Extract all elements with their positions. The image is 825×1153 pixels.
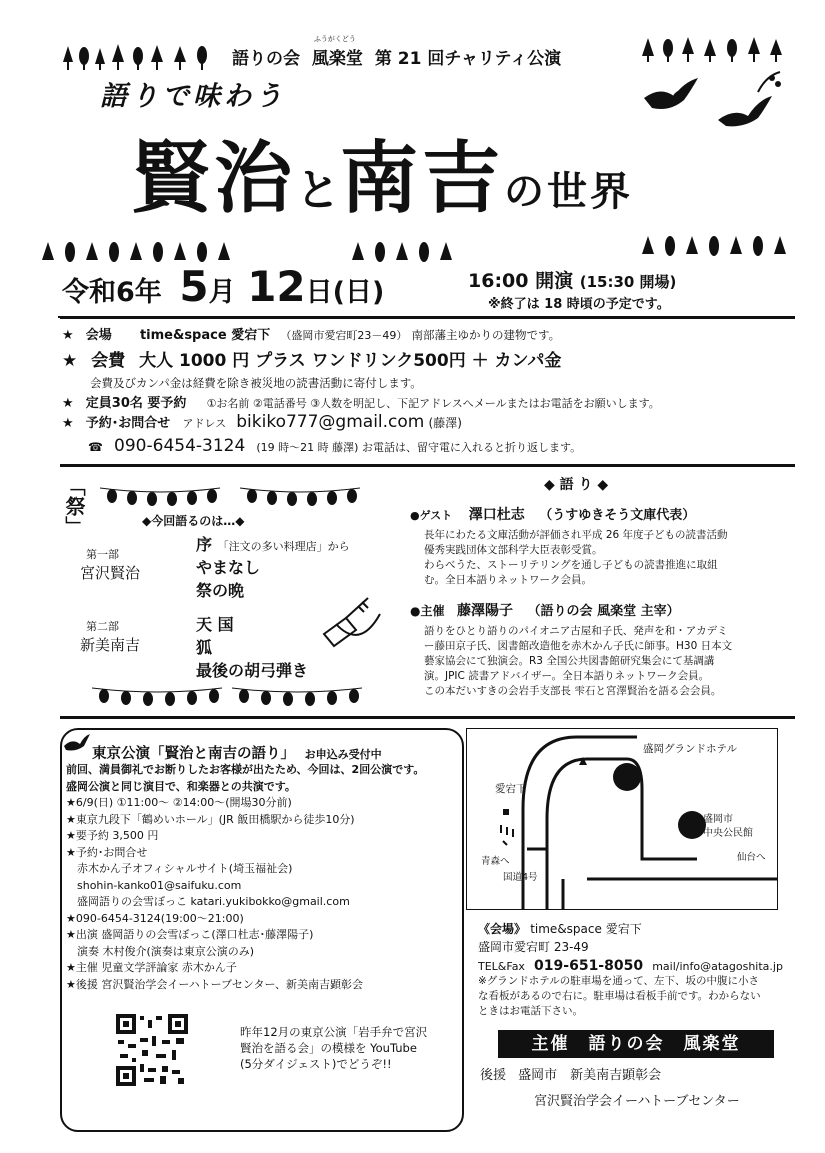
event-time: [468, 266, 676, 293]
divider-2: [60, 464, 795, 467]
event-date: [62, 262, 384, 311]
tokyo-line: 演奏 木村俊介(演奏は東京公演のみ): [66, 944, 255, 958]
guest-bio-line: わらべうた、ストーリテリングを通し子どもの読書推進に取組: [424, 559, 718, 571]
matsuri-label: 「祭」: [62, 476, 86, 536]
lanterns-bottom: [92, 684, 362, 712]
tokyo-line: ★出演 盛岡語りの会雪ぼっこ(澤口杜志･藤澤陽子): [66, 928, 314, 941]
lanterns-top: [100, 482, 360, 510]
map-label-atagoshita: 愛宕下: [495, 783, 527, 795]
tokyo-line: ★090-6454-3124(19:00～21:00): [66, 911, 244, 925]
kokyu-illustration: [316, 594, 386, 658]
organizer-banner: 主催 語りの会 風楽堂: [498, 1030, 774, 1058]
venue-mail[interactable]: mail/info@atagoshita.jp: [652, 960, 783, 973]
support-line-1: [480, 1064, 661, 1083]
tree-row-top-right: [640, 34, 790, 64]
divider-1: [60, 316, 795, 319]
tokyo-line: ★主催 児童文学評論家 赤木かん子: [66, 961, 237, 974]
contact-line: ★ 予約･お問合せ アドレス bikiko777@gmail.com (藤澤): [62, 412, 462, 432]
title-to: と: [296, 165, 341, 216]
part2-label: 第二部: [86, 620, 119, 633]
birds-illustration: [640, 68, 790, 130]
phone-note: (19 時～21 時 藤澤) お電話は、留守電に入れると折り返します。: [256, 441, 582, 454]
access-map: [466, 728, 778, 910]
trees-icon: [640, 232, 800, 262]
fee-line: ★ 会費 大人 1000 円 プラス ワンドリンク500円 ＋ カンパ金: [62, 351, 562, 371]
capacity-line: ★ 定員30名 要予約 ①お名前 ②電話番号 ③人数を明記し、下記アドレスへメールまたはお電話をお願いします。: [62, 396, 660, 411]
tokyo-title-line: [92, 742, 382, 763]
capacity-label: 定員30名 要予約: [85, 396, 187, 411]
map-label-kominkan-1: 盛岡市: [703, 814, 733, 825]
venue-box-note: [478, 974, 798, 1019]
venue-address: （盛岡市愛宕町23－49）: [280, 329, 408, 342]
part2-author: 新美南吉: [80, 636, 141, 654]
host-line: [410, 600, 680, 620]
part2-item-kitsune: 狐: [196, 638, 213, 657]
open-time: (15:30 開場): [579, 273, 677, 291]
venue-label: 会場: [85, 328, 112, 343]
youtube-note-line: 賢治を語る会」の模様を YouTube: [240, 1041, 417, 1055]
youtube-note: [240, 1024, 427, 1072]
tokyo-title-note: お申込み受付中: [304, 748, 382, 761]
host-name: 藤澤陽子: [457, 603, 514, 619]
capacity-note: ①お名前 ②電話番号 ③人数を明記し、下記アドレスへメールまたはお電話をお願いします。: [206, 397, 660, 410]
tokyo-line: ★6/9(日) ①11:00～ ②14:00～(開場30分前): [66, 796, 292, 809]
venue-name: time&space 愛宕下: [139, 328, 271, 343]
tokyo-line: ★要予約 3,500 円: [66, 829, 159, 842]
date-month: 5: [179, 262, 209, 311]
host-label: ●主催: [410, 604, 445, 618]
tel-number[interactable]: 019-651-8050: [534, 958, 644, 974]
group-name-wrap: [311, 35, 363, 69]
furigana: ふうがくどう: [313, 35, 356, 43]
part1-item-matsuri: 祭の晩: [196, 581, 245, 600]
tokyo-bird: [62, 732, 92, 758]
lanterns-icon: [100, 482, 360, 506]
tokyo-email-2[interactable]: 盛岡語りの会雪ぼっこ katari.yukibokko@gmail.com: [66, 895, 350, 908]
guest-bio-line: 優秀実践団体文部科学大臣表彰受賞。: [424, 544, 603, 556]
support-label: 後援: [480, 1068, 507, 1083]
part1-item-0: [196, 532, 350, 555]
fee-label: 会費: [91, 351, 126, 371]
tokyo-line: 赤木かん子オフィシャルサイト(埼玉福祉会): [66, 862, 293, 875]
start-time: 16:00 開演: [468, 270, 574, 292]
venue-box-tel: [478, 955, 783, 974]
date-month-unit: 月: [208, 277, 236, 308]
venue-line: ★ 会場 time&space 愛宕下 （盛岡市愛宕町23－49） 南部藩主ゆかりの建物です。: [62, 328, 561, 343]
group-label: 語りの会: [232, 49, 300, 69]
tokyo-line: 盛岡公演と同じ演目で、和楽器との共演です。: [66, 779, 296, 793]
tree-row-top-left: [62, 42, 212, 72]
kokyu-icon: [316, 594, 386, 654]
guest-affil: （うすゆきそう文庫代表）: [539, 508, 696, 523]
part2-item-tengoku: 天 国: [196, 615, 234, 634]
charity-edition: 第 21 回チャリティ公演: [374, 49, 562, 69]
guest-bio-line: む。全日本語りネットワーク会員。: [424, 574, 592, 586]
title-nankichi: 南吉: [340, 133, 505, 224]
part2-item-kokyu: 最後の胡弓弾き: [196, 661, 309, 680]
phone-line: [88, 436, 581, 456]
tokyo-title: 東京公演「賢治と南吉の語り」: [92, 746, 295, 762]
header-top-line: [232, 35, 562, 69]
subtitle: 語りで味わう: [100, 81, 286, 112]
host-bio-line: ー藤田京子氏、図書館改造他を赤木かん子氏に師事。H30 日本文: [424, 640, 733, 652]
lanterns-icon: [92, 684, 362, 708]
group-name: 風楽堂: [311, 49, 363, 69]
contact-email[interactable]: bikiko777@gmail.com: [236, 412, 425, 432]
date-day: 12: [247, 262, 306, 311]
host-bio-line: 演。JPIC 読書アドバイザー。全日本語りネットワーク会員。: [424, 670, 710, 682]
part1-label: 第一部: [86, 548, 119, 561]
host-bio-line: この本だいすきの会岩手支部長 雫石と宮澤賢治を語る会会員。: [424, 685, 722, 697]
address-label: アドレス: [182, 417, 227, 430]
tokyo-line: ★東京九段下「鶴めいホール」(JR 飯田橋駅から徒歩10分): [66, 812, 355, 826]
host-affil: （語りの会 風楽堂 主宰）: [527, 604, 680, 619]
date-day-unit: 日: [305, 277, 333, 308]
qr-code[interactable]: [116, 1014, 188, 1090]
guest-bio: [424, 528, 804, 588]
youtube-note-line: (5分ダイジェスト)でどうぞ!!: [240, 1057, 392, 1071]
birds-icon: [640, 68, 790, 130]
tokyo-line: ★予約･お問合せ: [66, 845, 148, 859]
part1-jo: 序: [196, 535, 213, 554]
tree-row-mid-right: [640, 232, 800, 262]
contact-phone[interactable]: 090-6454-3124: [114, 436, 246, 456]
divider-3: [60, 716, 795, 719]
guest-name: 澤口杜志: [468, 507, 525, 523]
trees-icon: [62, 42, 212, 72]
part1-author: 宮沢賢治: [80, 564, 141, 582]
title-no-sekai: の世界: [504, 168, 634, 215]
date-era: 令和6年: [62, 277, 162, 308]
program-heading: ◆今回語るのは…◆: [142, 514, 245, 528]
tel-label: TEL&Fax: [478, 960, 525, 973]
tokyo-details: [66, 762, 456, 993]
support-1: 盛岡市 新美南吉顕彰会: [518, 1068, 662, 1083]
support-2: 宮沢賢治学会イーハトーブセンター: [534, 1094, 740, 1109]
youtube-note-line: 昨年12月の東京公演「岩手弁で宮沢: [240, 1025, 428, 1039]
fee-text: 大人 1000 円 プラス ワンドリンク500円 ＋ カンパ金: [139, 351, 562, 371]
map-label-kominkan-2: 中央公民館: [703, 828, 753, 839]
tokyo-email-1[interactable]: shohin-kanko01@saifuku.com: [66, 878, 242, 892]
map-label-hotel: 盛岡グランドホテル: [643, 743, 737, 755]
venue-note: 南部藩主ゆかりの建物です。: [411, 328, 561, 342]
trees-icon: [640, 34, 790, 64]
host-bio-line: 藝家協会にて独演会。R3 全国公共図書館研究集会にて基調講: [424, 655, 715, 667]
part1-source: 「注文の多い料理店」から: [217, 540, 350, 553]
venue-note-line: な看板があるので右に。駐車場は看板手前です。わからない: [478, 990, 761, 1002]
date-weekday: (日): [332, 277, 385, 308]
map-label-route4: 国道4号: [503, 872, 538, 883]
venue-box-address: 盛岡市愛宕町 23-49: [478, 940, 589, 954]
fee-note: 会費及びカンパ金は経費を除き被災地の読書活動に寄付します。: [90, 376, 422, 390]
title-kenji: 賢治: [132, 133, 297, 224]
venue-box-prefix: 《会場》: [478, 922, 527, 936]
tokyo-line: 前回、満員御礼でお断りしたお客様が出たため、今回は、2回公演です。: [66, 763, 425, 776]
phone-icon: ☎: [88, 440, 103, 454]
venue-note-line: ときはお電話下さい。: [478, 1005, 583, 1017]
contact-label: 予約･お問合せ: [85, 416, 171, 431]
guest-bio-line: 長年にわたる文庫活動が評価され平成 26 年度子どもの読書活動: [424, 529, 728, 541]
qr-code-icon[interactable]: [116, 1014, 188, 1086]
venue-box-name: time&space 愛宕下: [530, 922, 642, 936]
venue-box-line1: [478, 920, 642, 937]
host-bio-line: 語りをひとり語りのパイオニア古屋和子氏、発声を和・アカデミ: [424, 625, 728, 637]
host-bio: [424, 624, 804, 699]
part1-item-yamanashi: やまなし: [196, 558, 261, 577]
main-title: [132, 116, 633, 228]
bird-icon: [62, 732, 92, 754]
end-note: ※終了は 18 時頃の予定です。: [488, 297, 670, 312]
tokyo-line: ★後援 宮沢賢治学会イーハトーブセンター、新美南吉顕彰会: [66, 977, 364, 991]
email-owner: (藤澤): [428, 416, 462, 430]
map-label-aomori: 青森へ: [481, 856, 510, 867]
guest-label: ●ゲスト: [410, 509, 453, 522]
map-label-kominkan: [703, 813, 753, 841]
guest-line: [410, 504, 695, 524]
venue-note-line: ※グランドホテルの駐車場を通って、左下、坂の中腹に小さ: [478, 975, 760, 987]
katari-heading: ◆ 語 り ◆: [544, 477, 609, 493]
map-label-sendai: 仙台へ: [737, 852, 766, 863]
